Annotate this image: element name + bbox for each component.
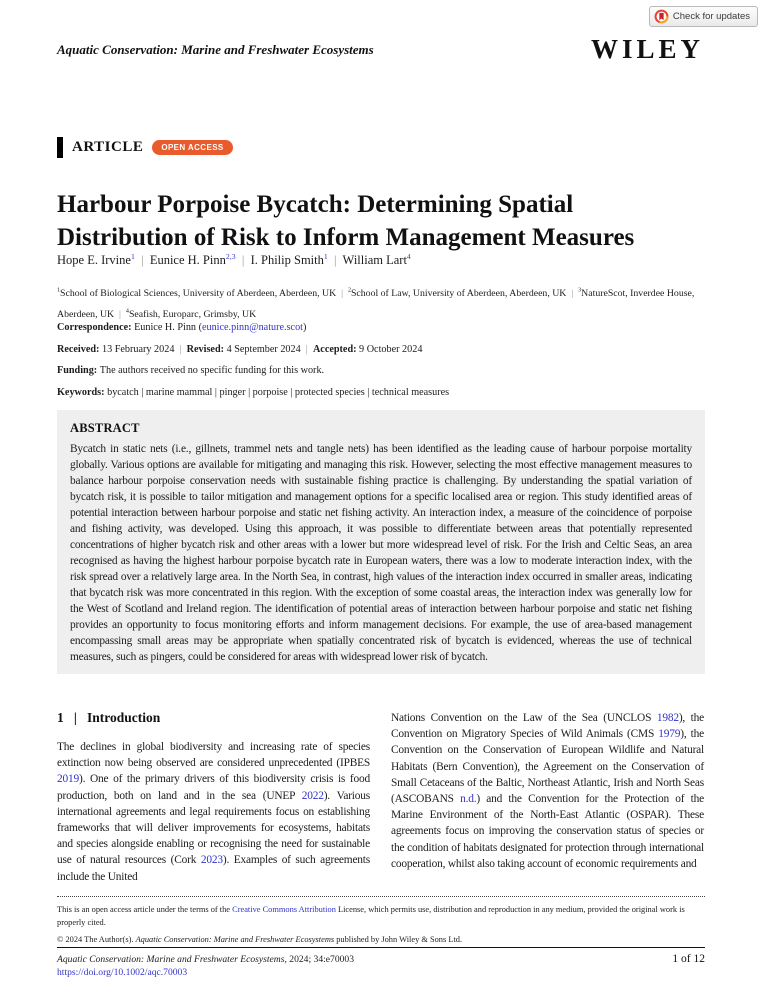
article-type-label: ARTICLE [72,139,144,155]
text-segment: 2 [347,287,351,294]
funding-line [57,365,705,376]
abstract-box [57,410,705,674]
affiliations-line [57,284,705,325]
text-segment: The authors received no specific funding for this work. [99,365,325,376]
introduction-section [57,710,705,885]
inline-link[interactable]: 1982 [656,712,679,724]
text-segment: | [174,344,187,355]
correspondence-line [57,322,705,333]
text-segment: 1 [57,287,61,294]
article-title: Harbour Porpoise Bycatch: Determining Spatial Distribution of Risk to Inform Management Measures [57,191,635,251]
text-segment: published by John Wiley & Sons Ltd. [334,935,463,944]
license-note [57,903,705,929]
text-segment: Nations Convention on the Law of the Sea (UNCLOS [391,712,657,724]
text-segment: Correspondence: [57,322,135,333]
text-segment: ), the Convention on Migratory Species of Wild Animals (CMS [391,712,704,741]
text-segment: School of Biological Sciences, University of Aberdeen, Aberdeen, UK [60,288,337,299]
text-segment: Accepted: [312,344,360,355]
text-segment: Aquatic Conservation: Marine and Freshwater Ecosystems [135,935,335,944]
text-segment: Revised: [186,344,227,355]
inline-link[interactable]: 2,3 [225,252,236,261]
inline-link[interactable]: 1 [130,252,135,261]
text-segment: ). Examples of such agreements include the United [57,854,370,883]
text-segment: | [300,344,313,355]
copyright-line [57,933,705,946]
inline-link[interactable]: 2023 [200,854,223,867]
text-segment: The declines in global biodiversity and increasing rate of species extinction now being observed are considered unprecedented (IPBES [57,741,370,770]
text-segment: 3 [578,287,582,294]
text-segment: bycatch | marine mammal | pinger | porpoise | protected species | technical measures [107,387,450,398]
text-segment: Eunice H. Pinn ( [134,322,202,333]
text-segment: | [336,288,348,299]
text-segment: Keywords: [57,387,108,398]
article-type-banner [57,137,233,158]
text-segment: Received: [57,344,102,355]
footnote-divider [57,896,705,897]
inline-link[interactable]: 1 [323,252,328,261]
text-segment: Seafish, Europarc, Grimsby, UK [128,308,257,320]
inline-link[interactable]: 2019 [57,773,79,786]
text-segment: 2024; 34:e70003 [289,954,355,965]
text-segment: | [114,308,126,320]
citation-block [57,953,354,979]
inline-link[interactable]: 1979 [658,728,681,741]
history-dates-line [57,344,705,355]
footer-rule [57,947,705,948]
inline-link[interactable]: eunice.pinn@nature.scot [201,322,304,333]
text-segment: | [327,253,343,268]
inline-link[interactable]: 2022 [301,789,324,802]
text-segment: ). Various international agreements and legal requirements focus on establishing frameworks that will deliver improvements for ecosystems, habitats and species alongside enabling or recognising the need for sustainable use of natural resources (Cork [57,789,370,867]
authors-line [57,252,705,268]
text-segment: Hope E. Irvine [57,253,131,268]
doi-link[interactable]: https://doi.org/10.1002/aqc.70003 [57,967,188,978]
text-segment: 4 [125,308,129,315]
banner-accent-bar [57,137,63,158]
check-for-updates-label: Check for updates [672,11,750,22]
crossmark-icon [654,9,669,24]
inline-link[interactable]: n.d. [460,793,477,806]
abstract-text: Bycatch in static nets (i.e., gillnets, trammel nets and tangle nets) has been identified as the leading cause of harbour porpoise mortality globally. Various options are available for mitigating and managing this risk. However, selecting the most effective management measures to balance harbour porpoise conservation needs with sustainable fishing practice is challenging. By understanding the spatial variation of bycatch risk, it is possible to tailor mitigation and management options for a specific localised area or region. This study identified areas of potential interaction between harbour porpoise and static net fishing activity. An interaction index, a measure of the coincidence of porpoise and fishing activity, was developed. Using this approach, it was possible to differentiate between areas that potentially represented concentrations of higher bycatch risk and other areas with a lower but more widespread level of risk. For the Irish and Celtic Seas, an area recognised as having the highest harbour porpoise bycatch rate in European waters, there was a low to moderate interaction index, with the risk spread over a relatively large area. In the North Sea, in contrast, high values of the interaction index occurred in smaller areas, indicating that bycatch risk was more concentrated in this region. With the exception of some coastal areas, the interaction index was generally low for the West of Scotland and Ireland region. The identification of potential areas of interaction between harbour porpoise and static net fishing provides an opportunity to focus monitoring efforts and inform management decisions. For example, the use of area-based management encompassing small areas may be appropriate when spatially concentrated risk of bycatch is evidenced, whereas the use of technical measures, such as pingers, could be considered for areas with widespread lower risk of bycatch. [70,443,692,663]
text-segment: I. Philip Smith [250,253,324,268]
keywords-line [57,387,705,398]
text-segment: School of Law, University of Aberdeen, Aberdeen, UK [350,288,567,299]
text-segment: | [235,253,251,268]
text-segment: ) [303,322,307,333]
intro-column-left [57,710,370,885]
text-segment: | [566,288,579,299]
intro-column-right [391,710,704,885]
text-segment: This is an open access article under the terms of the [57,905,233,914]
page-indicator: 1 of 12 [672,953,705,965]
text-segment: ) and the Convention for the Protection of the Marine Environment of the North-East Atlantic (OSPAR). These agreements focus on improving the conservation status of species or the condition of habitats designated for protection through international cooperation, whilst also taking account of economic requirements and [391,793,704,870]
text-segment: 13 February 2024 [101,344,175,355]
intro-paragraph-left [57,739,370,885]
text-segment: License, which permits use, distribution and reproduction in any medium, provided the original work is properly cited. [57,905,685,927]
text-segment: ), the Convention on the Conservation of European Wildlife and Natural Habitats (Bern Convention), the Agreement on the Conservation of Small Cetaceans of the Baltic, Northeast Atlantic, Irish and North Seas (ASCOBANS [391,728,704,806]
text-segment: © 2024 The Author(s). [57,935,136,944]
abstract-heading: ABSTRACT [70,421,140,435]
text-segment: | [134,253,150,268]
open-access-badge: OPEN ACCESS [152,140,232,155]
text-segment: ). One of the primary drivers of this biodiversity crisis is food production, both on land and in the sea (UNEP [57,773,370,802]
citation-line [57,953,354,966]
introduction-heading: 1 | Introduction [57,710,161,725]
text-segment: Funding: [57,365,100,376]
intro-paragraph-right [391,710,704,872]
text-segment: Aquatic Conservation: Marine and Freshwater Ecosystems, [57,954,290,965]
inline-link[interactable]: 4 [406,252,411,261]
text-segment: 4 September 2024 [226,344,301,355]
page-footer [57,953,705,979]
wiley-logo: WILEY [590,34,704,64]
journal-name: Aquatic Conservation: Marine and Freshwater Ecosystems [57,42,374,57]
text-segment: Eunice H. Pinn [149,253,226,268]
inline-link[interactable]: Creative Commons Attribution [232,905,336,914]
text-segment: NatureScot, Inverdee House, Aberdeen, UK [57,288,697,320]
check-for-updates-button[interactable] [649,6,758,27]
text-segment: William Lart [342,253,407,268]
text-segment: 9 October 2024 [359,344,423,355]
